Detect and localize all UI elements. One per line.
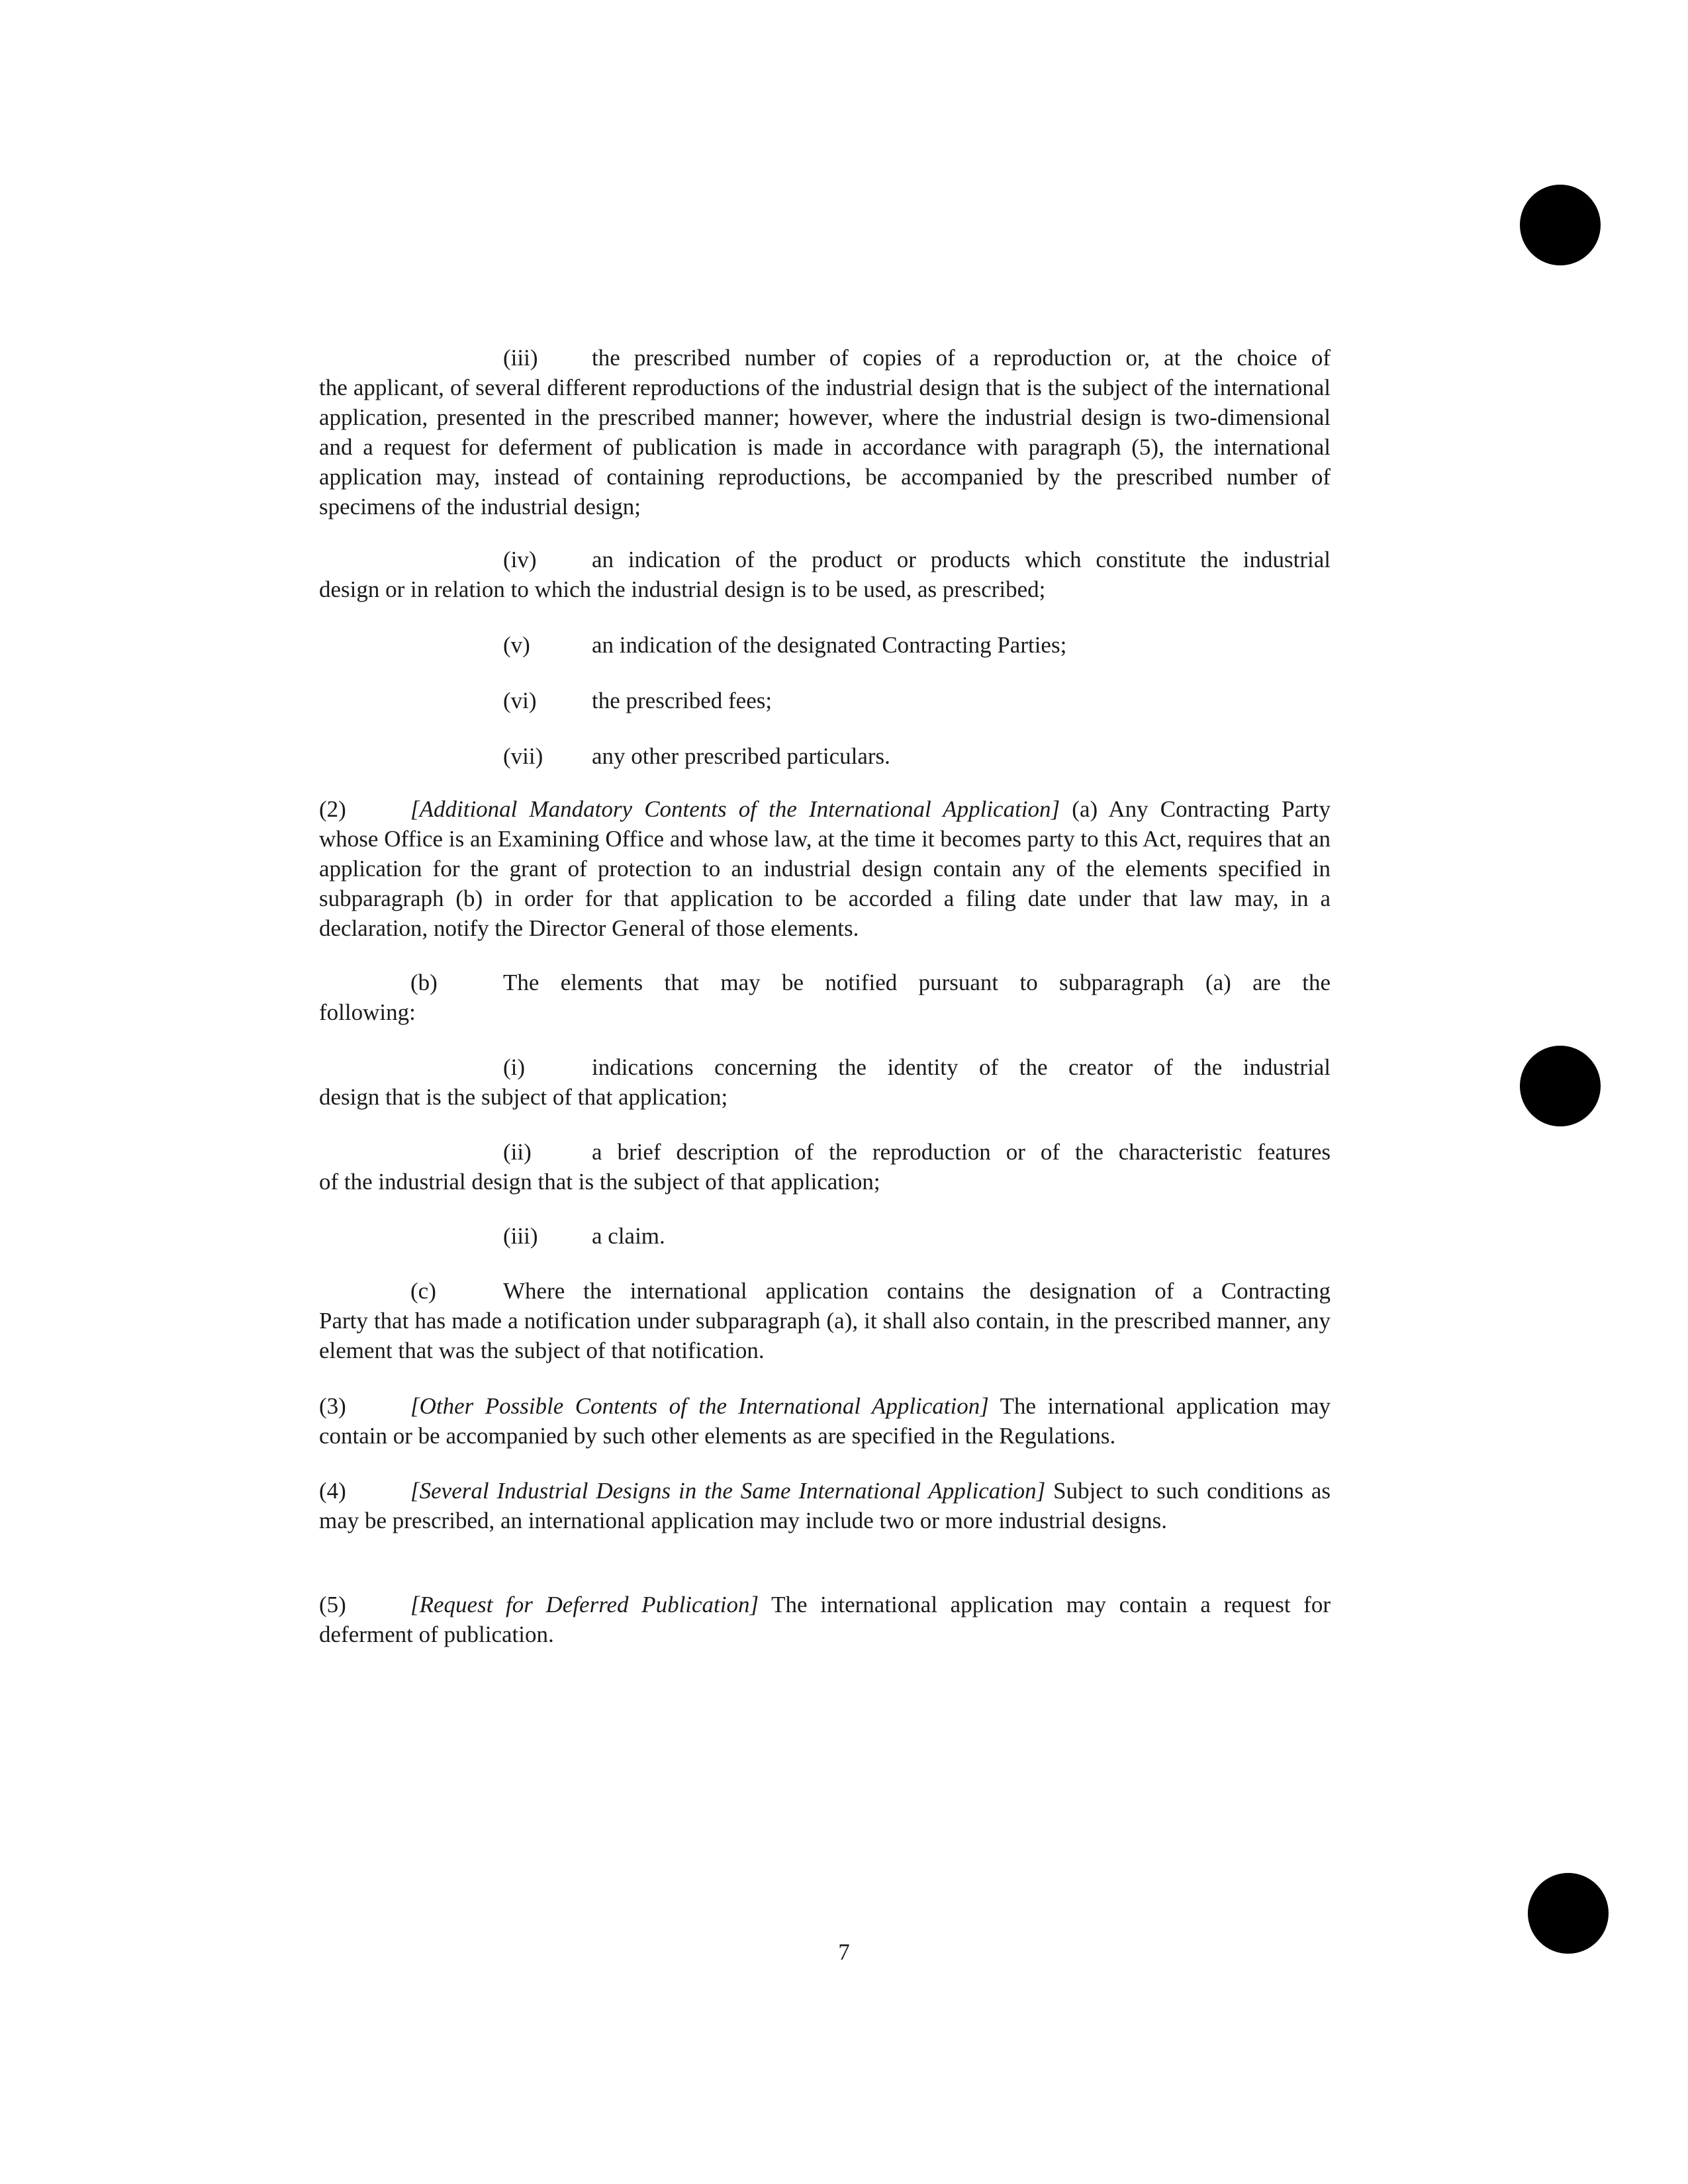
item-text: any other prescribed particulars. xyxy=(592,743,890,769)
item-text: the applicant, of several different reproductions of the industrial design that is the subject of the international application, presented in the prescribed manner; however, where the industrial design is two-dimensional and a request for deferment of publication is made in accordance with paragraph (5), the international application may, instead of containing reproductions, be accompanied by the prescribed number of specimens of the industrial design; xyxy=(319,375,1331,520)
paragraph-text: The international application may contain a request for deferment of publication. xyxy=(319,1592,1331,1647)
item-number: (vii) xyxy=(503,743,543,769)
paragraph-number: (4) xyxy=(319,1478,346,1504)
subparagraph-number: (b) xyxy=(410,970,438,995)
item-number: (iv) xyxy=(503,547,537,572)
item-text: design that is the subject of that application; xyxy=(319,1084,728,1110)
item-text: design or in relation to which the industrial design is to be used, as prescribed; xyxy=(319,576,1046,602)
item-text-lead: indications concerning the identity of the creator of the industrial xyxy=(592,1054,1331,1080)
subparagraph-text: Party that has made a notification under subparagraph (a), it shall also contain, in the prescribed manner, any element that was the subject of that notification. xyxy=(319,1308,1331,1363)
item-number: (ii) xyxy=(503,1139,532,1165)
item-number: (i) xyxy=(503,1054,526,1080)
paragraph-text: The international application may contain or be accompanied by such other elements as are specified in the Regulations. xyxy=(319,1393,1331,1449)
item-text-lead: a brief description of the reproduction or of the characteristic features xyxy=(592,1139,1331,1165)
paragraph-heading: [Other Possible Contents of the International Application] xyxy=(410,1393,989,1419)
paragraph-text: Subject to such conditions as may be prescribed, an international application may include two or more industrial designs. xyxy=(319,1478,1331,1533)
punch-hole xyxy=(1520,185,1601,265)
subparagraph-text-lead: Where the international application contains the designation of a Contracting xyxy=(503,1278,1331,1304)
paragraph-heading: [Additional Mandatory Contents of the International Application] xyxy=(410,796,1060,822)
paragraph-3 xyxy=(319,1391,1331,1451)
item-text: the prescribed fees; xyxy=(592,688,773,713)
item-number: (vi) xyxy=(503,688,537,713)
item-number: (iii) xyxy=(503,1223,538,1249)
item-number: (v) xyxy=(503,632,530,658)
page-number: 7 xyxy=(838,1939,850,1965)
subparagraph-text: following: xyxy=(319,999,416,1025)
subparagraph-text-lead: The elements that may be notified pursuant to subparagraph (a) are the xyxy=(503,970,1331,995)
paragraph-number: (5) xyxy=(319,1592,346,1617)
item-text: an indication of the designated Contracting Parties; xyxy=(592,632,1067,658)
item-number: (iii) xyxy=(503,345,538,371)
paragraph-number: (2) xyxy=(319,796,346,822)
paragraph-5 xyxy=(319,1590,1331,1649)
punch-hole xyxy=(1520,1046,1601,1126)
paragraph-4 xyxy=(319,1476,1331,1535)
item-text-lead: the prescribed number of copies of a reproduction or, at the choice of xyxy=(592,345,1331,371)
item-text: a claim. xyxy=(592,1223,665,1249)
paragraph-heading: [Request for Deferred Publication] xyxy=(410,1592,759,1617)
subparagraph-number: (c) xyxy=(410,1278,436,1304)
paragraph-2 xyxy=(319,794,1331,943)
item-text-lead: an indication of the product or products which constitute the industrial xyxy=(592,547,1331,572)
item-text: of the industrial design that is the subject of that application; xyxy=(319,1169,880,1195)
paragraph-text: (a) Any Contracting Party whose Office is an Examining Office and whose law, at the time it becomes party to this Act, requires that an application for the grant of protection to an industrial design contain any of the elements specified in subparagraph (b) in order for that application to be accorded a filing date under that law may, in a declaration, notify the Director General of those elements. xyxy=(319,796,1331,941)
paragraph-heading: [Several Industrial Designs in the Same International Application] xyxy=(410,1478,1046,1504)
paragraph-number: (3) xyxy=(319,1393,346,1419)
